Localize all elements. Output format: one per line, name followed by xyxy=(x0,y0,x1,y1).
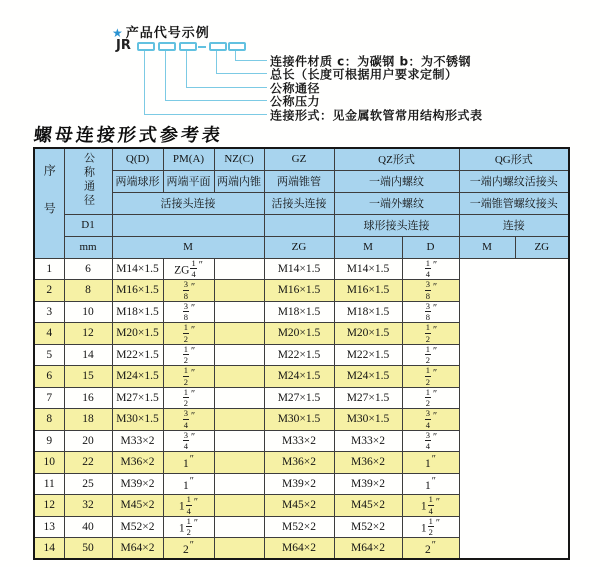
cell-seq: 8 xyxy=(34,409,64,431)
inch-mark: ″ xyxy=(189,454,194,466)
inch-mark: ″ xyxy=(433,346,438,358)
cell-m: M30×1.5 xyxy=(112,409,163,431)
subheader-q: 两端球形 xyxy=(112,170,163,192)
inch-mark: ″ xyxy=(433,410,438,422)
nut-connection-reference-table xyxy=(33,147,570,560)
cell-qg_zg: 1 $\frac{1}{2}$ ″ xyxy=(402,516,459,538)
cell-m: M64×2 xyxy=(112,538,163,560)
cell-dn: 25 xyxy=(64,473,112,495)
cell-seq: 9 xyxy=(34,430,64,452)
inch-mark: ″ xyxy=(433,324,438,336)
cell-qg_zg xyxy=(402,387,459,409)
cell-dn: 18 xyxy=(64,409,112,431)
connector-line xyxy=(165,51,166,101)
label-connector-material: 连接件材质 c：为碳钢 b：为不锈钢 xyxy=(270,54,472,69)
fraction: $\frac{3}{8}$ xyxy=(425,279,431,301)
cell-dn: 22 xyxy=(64,452,112,474)
cell-m: M14×1.5 xyxy=(112,258,163,280)
cell-m: M27×1.5 xyxy=(112,387,163,409)
cell-seq: 1 xyxy=(34,258,64,280)
cell-qz_d: M18×1.5 xyxy=(264,301,334,323)
cell-qg_zg xyxy=(402,323,459,345)
fraction: $\frac{3}{8}$ xyxy=(183,301,189,323)
fraction: $\frac{1}{2}$ xyxy=(183,322,189,344)
col-header-mm: mm xyxy=(64,236,112,258)
table-row xyxy=(34,516,569,538)
fraction: $\frac{1}{4}$ xyxy=(428,494,433,516)
cell-m: M52×2 xyxy=(112,516,163,538)
cell-qz_m xyxy=(214,366,264,388)
cell-qg_m: M45×2 xyxy=(334,495,402,517)
cell-seq: 14 xyxy=(34,538,64,560)
cell-qg_zg: 1 $\frac{1}{4}$ ″ xyxy=(402,495,459,517)
fraction: $\frac{1}{4}$ xyxy=(186,494,191,516)
fraction: $\frac{1}{2}$ xyxy=(186,516,191,538)
cell-gz xyxy=(163,344,214,366)
label-nominal-diameter: 公称通径 xyxy=(270,81,321,96)
cell-m: M18×1.5 xyxy=(112,301,163,323)
inch-mark: ″ xyxy=(198,260,203,272)
label-total-length: 总长（长度可根据用户要求定制） xyxy=(270,67,458,82)
col-header-dn-text: 公称通径 xyxy=(82,151,95,208)
table-row xyxy=(34,280,569,302)
inch-mark: ″ xyxy=(191,303,196,315)
inch-mark: ″ xyxy=(433,367,438,379)
cell-qz_m xyxy=(214,538,264,560)
subheader-qz-1: 一端内螺纹 xyxy=(334,170,459,192)
cell-qg_m: M36×2 xyxy=(334,452,402,474)
inch-mark: ″ xyxy=(191,367,196,379)
inch-mark: ″ xyxy=(433,389,438,401)
cell-m: M22×1.5 xyxy=(112,344,163,366)
cell-gz xyxy=(163,430,214,452)
subheader-qz-2: 一端外螺纹 xyxy=(334,192,459,214)
unit-header-qg-m: M xyxy=(459,236,515,258)
code-dash xyxy=(198,46,206,48)
col-header-dn xyxy=(64,148,112,214)
cell-dn: 14 xyxy=(64,344,112,366)
cell-seq: 10 xyxy=(34,452,64,474)
cell-qz_m xyxy=(214,495,264,517)
cell-qz_d: M20×1.5 xyxy=(264,323,334,345)
cell-qz_m xyxy=(214,452,264,474)
cell-dn: 10 xyxy=(64,301,112,323)
inch-mark: ″ xyxy=(433,303,438,315)
fraction: $\frac{1}{2}$ xyxy=(183,387,189,409)
cell-qz_d: M64×2 xyxy=(264,538,334,560)
inch-mark: ″ xyxy=(191,324,196,336)
inch-mark: ″ xyxy=(191,410,196,422)
col-header-qz: QZ形式 xyxy=(334,148,459,170)
unit-header-qz-d: D xyxy=(402,236,459,258)
subheader-pm: 两端平面 xyxy=(163,170,214,192)
inch-mark: ″ xyxy=(435,518,441,530)
col-header-d1: D1 xyxy=(64,214,112,236)
unit-header-zg: ZG xyxy=(264,236,334,258)
connector-line xyxy=(216,73,267,74)
table-row xyxy=(34,409,569,431)
fraction: $\frac{1}{2}$ xyxy=(425,365,431,387)
cell-qg_m: M39×2 xyxy=(334,473,402,495)
col-header-gz: GZ xyxy=(264,148,334,170)
cell-qz_d: M22×1.5 xyxy=(264,344,334,366)
fraction: $\frac{1}{4}$ xyxy=(425,258,431,280)
col-header-pm: PM(A) xyxy=(163,148,214,170)
cell-seq: 13 xyxy=(34,516,64,538)
cell-qz_m xyxy=(214,387,264,409)
fraction: $\frac{3}{4}$ xyxy=(425,430,431,452)
code-box-1 xyxy=(137,42,155,51)
code-box-2 xyxy=(158,42,176,51)
star-icon: ★ xyxy=(112,26,124,40)
inch-mark: ″ xyxy=(191,346,196,358)
cell-seq: 7 xyxy=(34,387,64,409)
cell-qz_d: M14×1.5 xyxy=(264,258,334,280)
cell-qg_m: M27×1.5 xyxy=(334,387,402,409)
fraction: $\frac{1}{2}$ xyxy=(425,387,431,409)
cell-m: M20×1.5 xyxy=(112,323,163,345)
inch-mark: ″ xyxy=(191,389,196,401)
cell-qg_m: M14×1.5 xyxy=(334,258,402,280)
unit-header-qg-zg: ZG xyxy=(515,236,569,258)
cell-dn: 20 xyxy=(64,430,112,452)
code-box-3 xyxy=(179,42,197,51)
cell-qg_zg xyxy=(402,301,459,323)
cell-gz: 1″ xyxy=(163,452,214,474)
cell-qz_d: M52×2 xyxy=(264,516,334,538)
cell-qg_m: M52×2 xyxy=(334,516,402,538)
table-row xyxy=(34,495,569,517)
inch-mark: ″ xyxy=(435,496,441,508)
cell-qg_m: M24×1.5 xyxy=(334,366,402,388)
table-row xyxy=(34,258,569,280)
product-code-prefix: JR xyxy=(116,38,131,53)
inch-mark: ″ xyxy=(191,281,196,293)
cell-qz_d: M45×2 xyxy=(264,495,334,517)
cell-dn: 15 xyxy=(64,366,112,388)
cell-gz xyxy=(163,366,214,388)
cell-seq: 11 xyxy=(34,473,64,495)
inch-mark: ″ xyxy=(191,432,196,444)
unit-header-m: M xyxy=(112,236,264,258)
cell-qg_m: M22×1.5 xyxy=(334,344,402,366)
cell-dn: 32 xyxy=(64,495,112,517)
cell-qz_m xyxy=(214,430,264,452)
cell-gz xyxy=(163,387,214,409)
subheader-qg-connection: 连接 xyxy=(459,214,569,236)
subheader-union-connection: 活接头连接 xyxy=(112,192,264,214)
cell-qg_m: M33×2 xyxy=(334,430,402,452)
cell-gz xyxy=(163,301,214,323)
cell-dn: 40 xyxy=(64,516,112,538)
inch-mark: ″ xyxy=(193,496,199,508)
subheader-gz-connection: 活接头连接 xyxy=(264,192,334,214)
fraction: $\frac{3}{4}$ xyxy=(183,408,189,430)
inch-mark: ″ xyxy=(433,432,438,444)
cell-qg_zg xyxy=(402,280,459,302)
cell-qz_m xyxy=(214,301,264,323)
cell-qg_m: M64×2 xyxy=(334,538,402,560)
subheader-nz: 两端内锥 xyxy=(214,170,264,192)
cell-qg_zg: 1″ xyxy=(402,452,459,474)
cell-gz: ZG $\frac{1}{4}$ ″ xyxy=(163,258,214,280)
table-title: 螺母连接形式参考表 xyxy=(32,125,224,145)
col-header-qg: QG形式 xyxy=(459,148,569,170)
label-nominal-pressure: 公称压力 xyxy=(270,94,321,109)
inch-mark: ″ xyxy=(431,540,436,551)
cell-gz xyxy=(163,323,214,345)
fraction: $\frac{3}{8}$ xyxy=(425,301,431,323)
cell-qg_zg: 1″ xyxy=(402,473,459,495)
fraction: $\frac{1}{2}$ xyxy=(183,344,189,366)
inch-mark: ″ xyxy=(433,281,438,293)
code-box-4 xyxy=(209,42,227,51)
cell-qz_d: M33×2 xyxy=(264,430,334,452)
cell-qz_d: M24×1.5 xyxy=(264,366,334,388)
label-connection-form: 连接形式：见金属软管常用结构形式表 xyxy=(270,108,483,123)
cell-qz_m xyxy=(214,258,264,280)
subheader-qz-connection: 球形接头连接 xyxy=(334,214,459,236)
table-row xyxy=(34,323,569,345)
fraction: $\frac{1}{2}$ xyxy=(425,344,431,366)
subheader-qg-2: 一端锥管螺纹接头 xyxy=(459,192,569,214)
cell-gz: 1 $\frac{1}{4}$ ″ xyxy=(163,495,214,517)
diagram-heading-text: 产品代号示例 xyxy=(125,26,210,41)
table-row xyxy=(34,387,569,409)
inch-mark: ″ xyxy=(431,454,436,466)
unit-header-qz-m: M xyxy=(334,236,402,258)
cell-gz xyxy=(163,280,214,302)
cell-seq: 3 xyxy=(34,301,64,323)
cell-dn: 12 xyxy=(64,323,112,345)
cell-qz_m xyxy=(214,409,264,431)
connector-line xyxy=(186,87,267,88)
table-body xyxy=(34,258,569,559)
cell-m: M24×1.5 xyxy=(112,366,163,388)
col-header-seq-text: 序号 xyxy=(42,163,57,240)
fraction: $\frac{1}{2}$ xyxy=(428,516,433,538)
cell-qg_zg xyxy=(402,344,459,366)
table-row xyxy=(34,366,569,388)
cell-m: M36×2 xyxy=(112,452,163,474)
table-row xyxy=(34,452,569,474)
connector-line xyxy=(165,100,267,101)
cell-qg_zg: 2″ xyxy=(402,538,459,560)
cell-seq: 6 xyxy=(34,366,64,388)
header-empty-cell xyxy=(264,214,334,236)
cell-qz_m xyxy=(214,516,264,538)
cell-qg_m: M20×1.5 xyxy=(334,323,402,345)
table-row xyxy=(34,301,569,323)
connector-line xyxy=(186,51,187,88)
cell-qz_d: M36×2 xyxy=(264,452,334,474)
cell-gz xyxy=(163,409,214,431)
cell-dn: 16 xyxy=(64,387,112,409)
cell-qz_m xyxy=(214,344,264,366)
cell-dn: 6 xyxy=(64,258,112,280)
connector-line xyxy=(144,51,145,115)
table-row xyxy=(34,473,569,495)
cell-m: M16×1.5 xyxy=(112,280,163,302)
cell-seq: 5 xyxy=(34,344,64,366)
inch-mark: ″ xyxy=(189,475,194,487)
cell-gz: 1 $\frac{1}{2}$ ″ xyxy=(163,516,214,538)
table-row xyxy=(34,538,569,560)
cell-qg_m: M30×1.5 xyxy=(334,409,402,431)
header-empty-cell xyxy=(112,214,264,236)
cell-gz: 2″ xyxy=(163,538,214,560)
cell-seq: 2 xyxy=(34,280,64,302)
fraction: $\frac{3}{4}$ xyxy=(425,408,431,430)
cell-qg_zg xyxy=(402,366,459,388)
col-header-q: Q(D) xyxy=(112,148,163,170)
fraction: $\frac{3}{8}$ xyxy=(183,279,189,301)
inch-mark: ″ xyxy=(193,518,199,530)
cell-m: M39×2 xyxy=(112,473,163,495)
cell-qg_zg xyxy=(402,258,459,280)
cell-qz_m xyxy=(214,323,264,345)
table-row xyxy=(34,344,569,366)
cell-seq: 12 xyxy=(34,495,64,517)
fraction: $\frac{3}{4}$ xyxy=(183,430,189,452)
cell-qz_d: M27×1.5 xyxy=(264,387,334,409)
cell-dn: 50 xyxy=(64,538,112,560)
connector-line xyxy=(235,60,267,61)
col-header-seq xyxy=(34,148,64,258)
cell-gz: 1″ xyxy=(163,473,214,495)
table-header xyxy=(34,148,569,258)
inch-mark: ″ xyxy=(431,475,436,487)
cell-dn: 8 xyxy=(64,280,112,302)
inch-mark: ″ xyxy=(189,540,194,551)
subheader-gz: 两端锥管 xyxy=(264,170,334,192)
table-row xyxy=(34,430,569,452)
cell-qg_zg xyxy=(402,430,459,452)
cell-qz_d: M16×1.5 xyxy=(264,280,334,302)
fraction: $\frac{1}{2}$ xyxy=(183,365,189,387)
inch-mark: ″ xyxy=(433,260,438,272)
fraction: $\frac{1}{4}$ xyxy=(191,258,196,280)
cell-qz_m xyxy=(214,280,264,302)
connector-line xyxy=(144,114,267,115)
col-header-nz: NZ(C) xyxy=(214,148,264,170)
connector-line xyxy=(216,51,217,74)
cell-qg_zg xyxy=(402,409,459,431)
code-box-5 xyxy=(228,42,246,51)
cell-m: M45×2 xyxy=(112,495,163,517)
cell-qg_m: M18×1.5 xyxy=(334,301,402,323)
cell-qz_m xyxy=(214,473,264,495)
subheader-qg-1: 一端内螺纹活接头 xyxy=(459,170,569,192)
cell-m: M33×2 xyxy=(112,430,163,452)
cell-seq: 4 xyxy=(34,323,64,345)
cell-qg_m: M16×1.5 xyxy=(334,280,402,302)
fraction: $\frac{1}{2}$ xyxy=(425,322,431,344)
cell-qz_d: M39×2 xyxy=(264,473,334,495)
cell-qz_d: M30×1.5 xyxy=(264,409,334,431)
